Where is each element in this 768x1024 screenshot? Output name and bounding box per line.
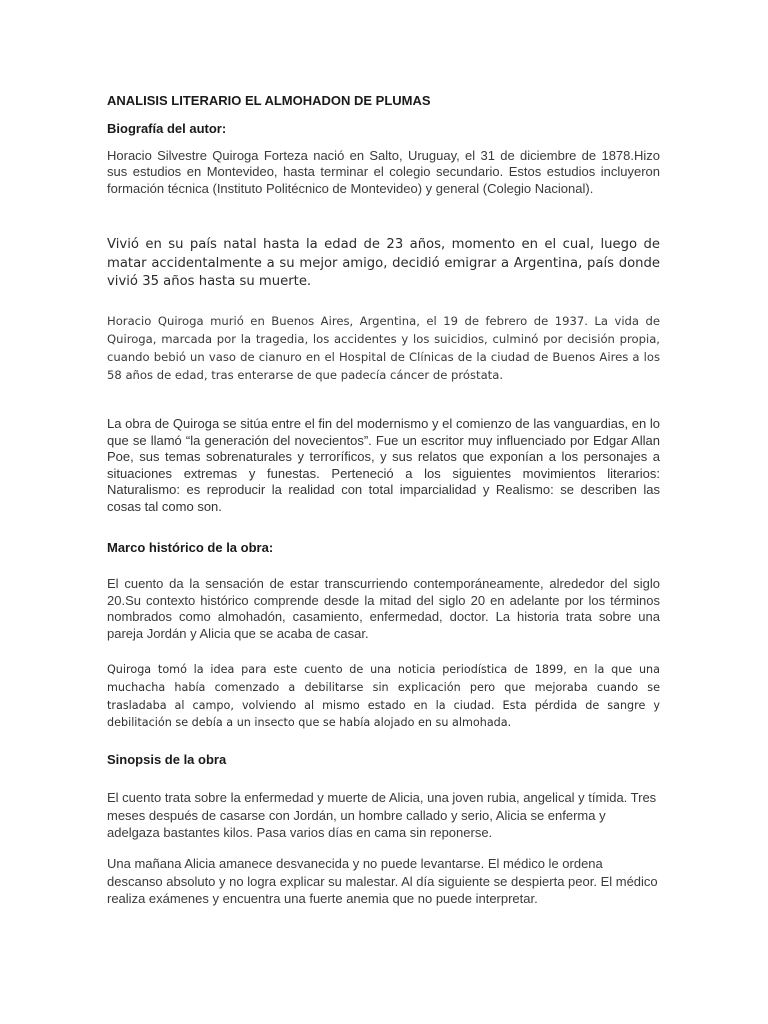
marco-paragraph-1: El cuento da la sensación de estar transcurriendo contemporáneamente, alrededor del siglo 20.Su contexto histórico comprende desde la mitad del siglo 20 en adelante por los términos nombrados como almohadón, casamiento, enfermedad, doctor. La historia trata sobre una pareja Jordán y Alicia que se acaba de casar.	[107, 576, 660, 641]
biografia-paragraph-3: Horacio Quiroga murió en Buenos Aires, Argentina, el 19 de febrero de 1937. La vida de Quiroga, marcada por la tragedia, los accidentes y los suicidios, culminó por decisión propia, cuando bebió un vaso de cianuro en el Hospital de Clínicas de la ciudad de Buenos Aires a los 58 años de edad, tras enterarse de que padecía cáncer de próstata.	[107, 314, 660, 382]
sinopsis-paragraph-2: Una mañana Alicia amanece desvanecida y no puede levantarse. El médico le ordena descanso absoluto y no logra explicar su malestar. Al día siguiente se despierta peor. El médico realiza exámenes y encuentra una fuerte anemia que no puede interpretar.	[107, 856, 658, 906]
biografia-paragraph-1: Horacio Silvestre Quiroga Forteza nació en Salto, Uruguay, el 31 de diciembre de 1878.Hizo sus estudios en Montevideo, hasta terminar el colegio secundario. Estos estudios incluyeron formación técnica (Instituto Politécnico de Montevideo) y general (Colegio Nacional).	[107, 148, 660, 196]
biografia-paragraph-2: Vivió en su país natal hasta la edad de 23 años, momento en el cual, luego de matar accidentalmente a su mejor amigo, decidió emigrar a Argentina, país donde vivió 35 años hasta su muerte.	[107, 237, 660, 289]
biografia-paragraph-4: La obra de Quiroga se sitúa entre el fin del modernismo y el comienzo de las vanguardias, en lo que se llamó “la generación del novecientos”. Fue un escritor muy influenciado por Edgar Allan Poe, sus temas sobrenaturales y terroríficos, y sus relatos que exponían a los personajes a situaciones extremas y funestas. Perteneció a los siguientes movimientos literarios: Naturalismo: es reproducir la realidad con total imparcialidad y Realismo: se describen las cosas tal como son.	[107, 416, 660, 514]
marco-heading: Marco histórico de la obra:	[107, 540, 274, 555]
biografia-heading: Biografía del autor:	[107, 121, 227, 136]
document-title: ANALISIS LITERARIO EL ALMOHADON DE PLUMAS	[107, 93, 431, 108]
marco-paragraph-2: Quiroga tomó la idea para este cuento de una noticia periodística de 1899, en la que una muchacha había comenzado a debilitarse sin explicación pero que mejoraba cuando se trasladaba al campo, volviendo al mismo estado en la ciudad. Esta pérdida de sangre y debilitación se debía a un insecto que se había alojado en su almohada.	[107, 663, 660, 730]
sinopsis-heading: Sinopsis de la obra	[107, 752, 227, 767]
sinopsis-paragraph-1: El cuento trata sobre la enfermedad y muerte de Alicia, una joven rubia, angelical y tímida. Tres meses después de casarse con Jordán, un hombre callado y serio, Alicia se enferma y adelgaza bastantes kilos. Pasa varios días en cama sin reponerse.	[107, 790, 657, 840]
